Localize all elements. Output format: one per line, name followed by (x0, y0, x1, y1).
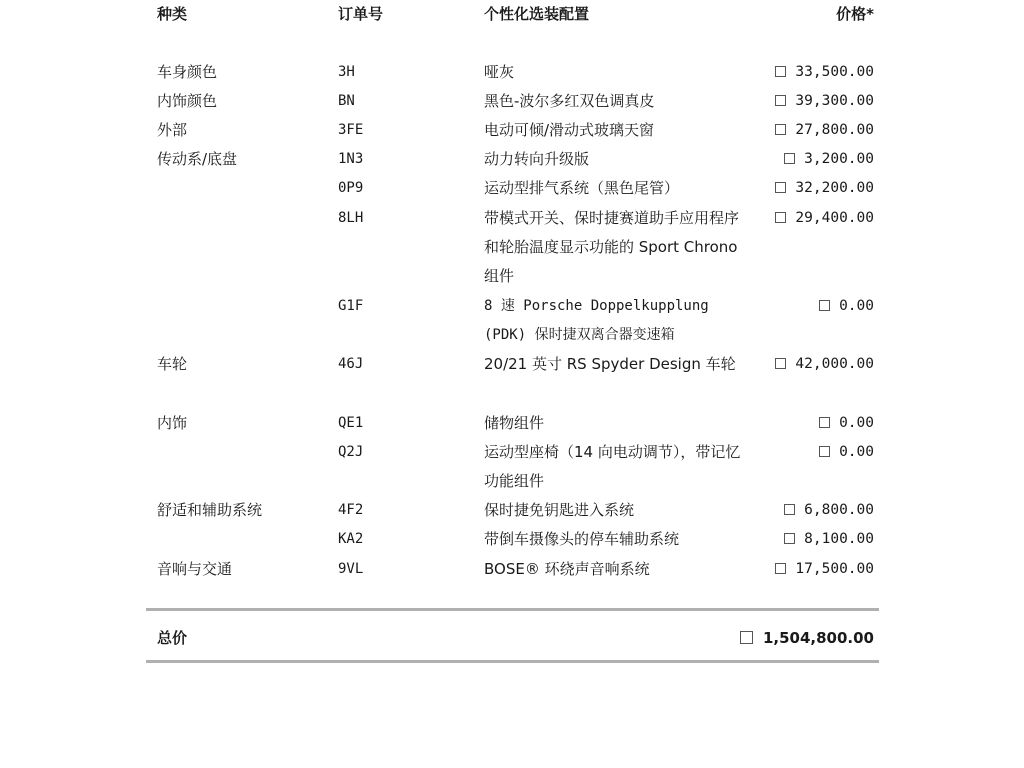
row-price-value: 33,500.00 (795, 64, 874, 80)
checkbox-icon (775, 563, 786, 574)
row-price (784, 496, 874, 525)
checkbox-icon (784, 153, 795, 164)
header-price: 价格* (836, 5, 874, 23)
row-category: 舒适和辅助系统 (157, 501, 263, 519)
row-price (775, 87, 874, 116)
row-price (819, 409, 874, 438)
header-option: 个性化选装配置 (484, 5, 590, 23)
row-price (784, 525, 874, 554)
row-price-value: 27,800.00 (795, 122, 874, 138)
checkbox-icon (775, 212, 786, 223)
total-divider-top (146, 608, 879, 611)
row-order-code: KA2 (338, 531, 364, 547)
checkbox-icon (775, 66, 786, 77)
checkbox-icon (775, 358, 786, 369)
row-order-code: 4F2 (338, 502, 364, 518)
row-option-name: 黑色-波尔多红双色调真皮 (484, 92, 655, 110)
row-order-code: 9VL (338, 561, 364, 577)
row-category: 车身颜色 (157, 63, 218, 81)
row-price-value: 0.00 (839, 415, 874, 431)
row-option-name: 20/21 英寸 RS Spyder Design 车轮 (484, 355, 736, 373)
checkbox-icon (784, 504, 795, 515)
row-price-value: 0.00 (839, 298, 874, 314)
checkbox-icon (819, 417, 830, 428)
row-option-name: 8 速 Porsche Doppelkupplung (PDK) 保时捷双离合器变速箱 (484, 298, 709, 343)
total-price (740, 627, 874, 649)
row-price-value: 0.00 (839, 444, 874, 460)
row-price-value: 29,400.00 (795, 210, 874, 226)
row-price-value: 17,500.00 (795, 561, 874, 577)
row-order-code: 1N3 (338, 151, 364, 167)
checkbox-icon (819, 300, 830, 311)
header-category: 种类 (157, 5, 188, 23)
row-category: 车轮 (157, 355, 188, 373)
checkbox-icon (775, 95, 786, 106)
row-order-code: BN (338, 93, 355, 109)
row-price-value: 8,100.00 (804, 531, 874, 547)
checkbox-icon (819, 446, 830, 457)
header-order-code: 订单号 (338, 5, 384, 23)
row-order-code: 0P9 (338, 180, 364, 196)
row-category: 音响与交通 (157, 560, 233, 578)
row-price-value: 6,800.00 (804, 502, 874, 518)
row-price (819, 438, 874, 467)
row-price (775, 555, 874, 584)
row-category: 外部 (157, 121, 188, 139)
checkbox-icon (740, 631, 753, 644)
row-price (775, 174, 874, 203)
row-price (775, 204, 874, 233)
row-category: 内饰颜色 (157, 92, 218, 110)
row-option-name: 保时捷免钥匙进入系统 (484, 501, 635, 519)
row-option-name: 哑灰 (484, 63, 515, 81)
row-price (819, 292, 874, 321)
row-order-code: G1F (338, 298, 364, 314)
checkbox-icon (775, 124, 786, 135)
row-price-value: 3,200.00 (804, 151, 874, 167)
row-price (784, 145, 874, 174)
row-option-name: 带模式开关、保时捷赛道助手应用程序和轮胎温度显示功能的 Sport Chrono 组件 (484, 209, 740, 285)
row-option-name: BOSE® 环绕声音响系统 (484, 560, 650, 578)
total-label: 总价 (157, 629, 188, 647)
row-option-name: 电动可倾/滑动式玻璃天窗 (484, 121, 655, 139)
row-order-code: 46J (338, 356, 364, 372)
row-price-value: 32,200.00 (795, 180, 874, 196)
total-price-value: 1,504,800.00 (762, 629, 874, 647)
row-order-code: 8LH (338, 210, 364, 226)
total-divider-bottom (146, 660, 879, 663)
row-price-value: 42,000.00 (795, 356, 874, 372)
row-price (775, 350, 874, 379)
row-price (775, 116, 874, 145)
row-price-value: 39,300.00 (795, 93, 874, 109)
checkbox-icon (784, 533, 795, 544)
row-category: 传动系/底盘 (157, 150, 238, 168)
row-option-name: 运动型排气系统（黑色尾管） (484, 179, 680, 197)
row-option-name: 带倒车摄像头的停车辅助系统 (484, 530, 680, 548)
row-option-name: 储物组件 (484, 414, 545, 432)
row-order-code: QE1 (338, 415, 364, 431)
row-order-code: Q2J (338, 444, 364, 460)
row-order-code: 3H (338, 64, 355, 80)
row-order-code: 3FE (338, 122, 364, 138)
row-option-name: 运动型座椅（14 向电动调节），带记忆功能组件 (484, 443, 741, 490)
checkbox-icon (775, 182, 786, 193)
row-category: 内饰 (157, 414, 188, 432)
row-price (775, 58, 874, 87)
row-option-name: 动力转向升级版 (484, 150, 590, 168)
